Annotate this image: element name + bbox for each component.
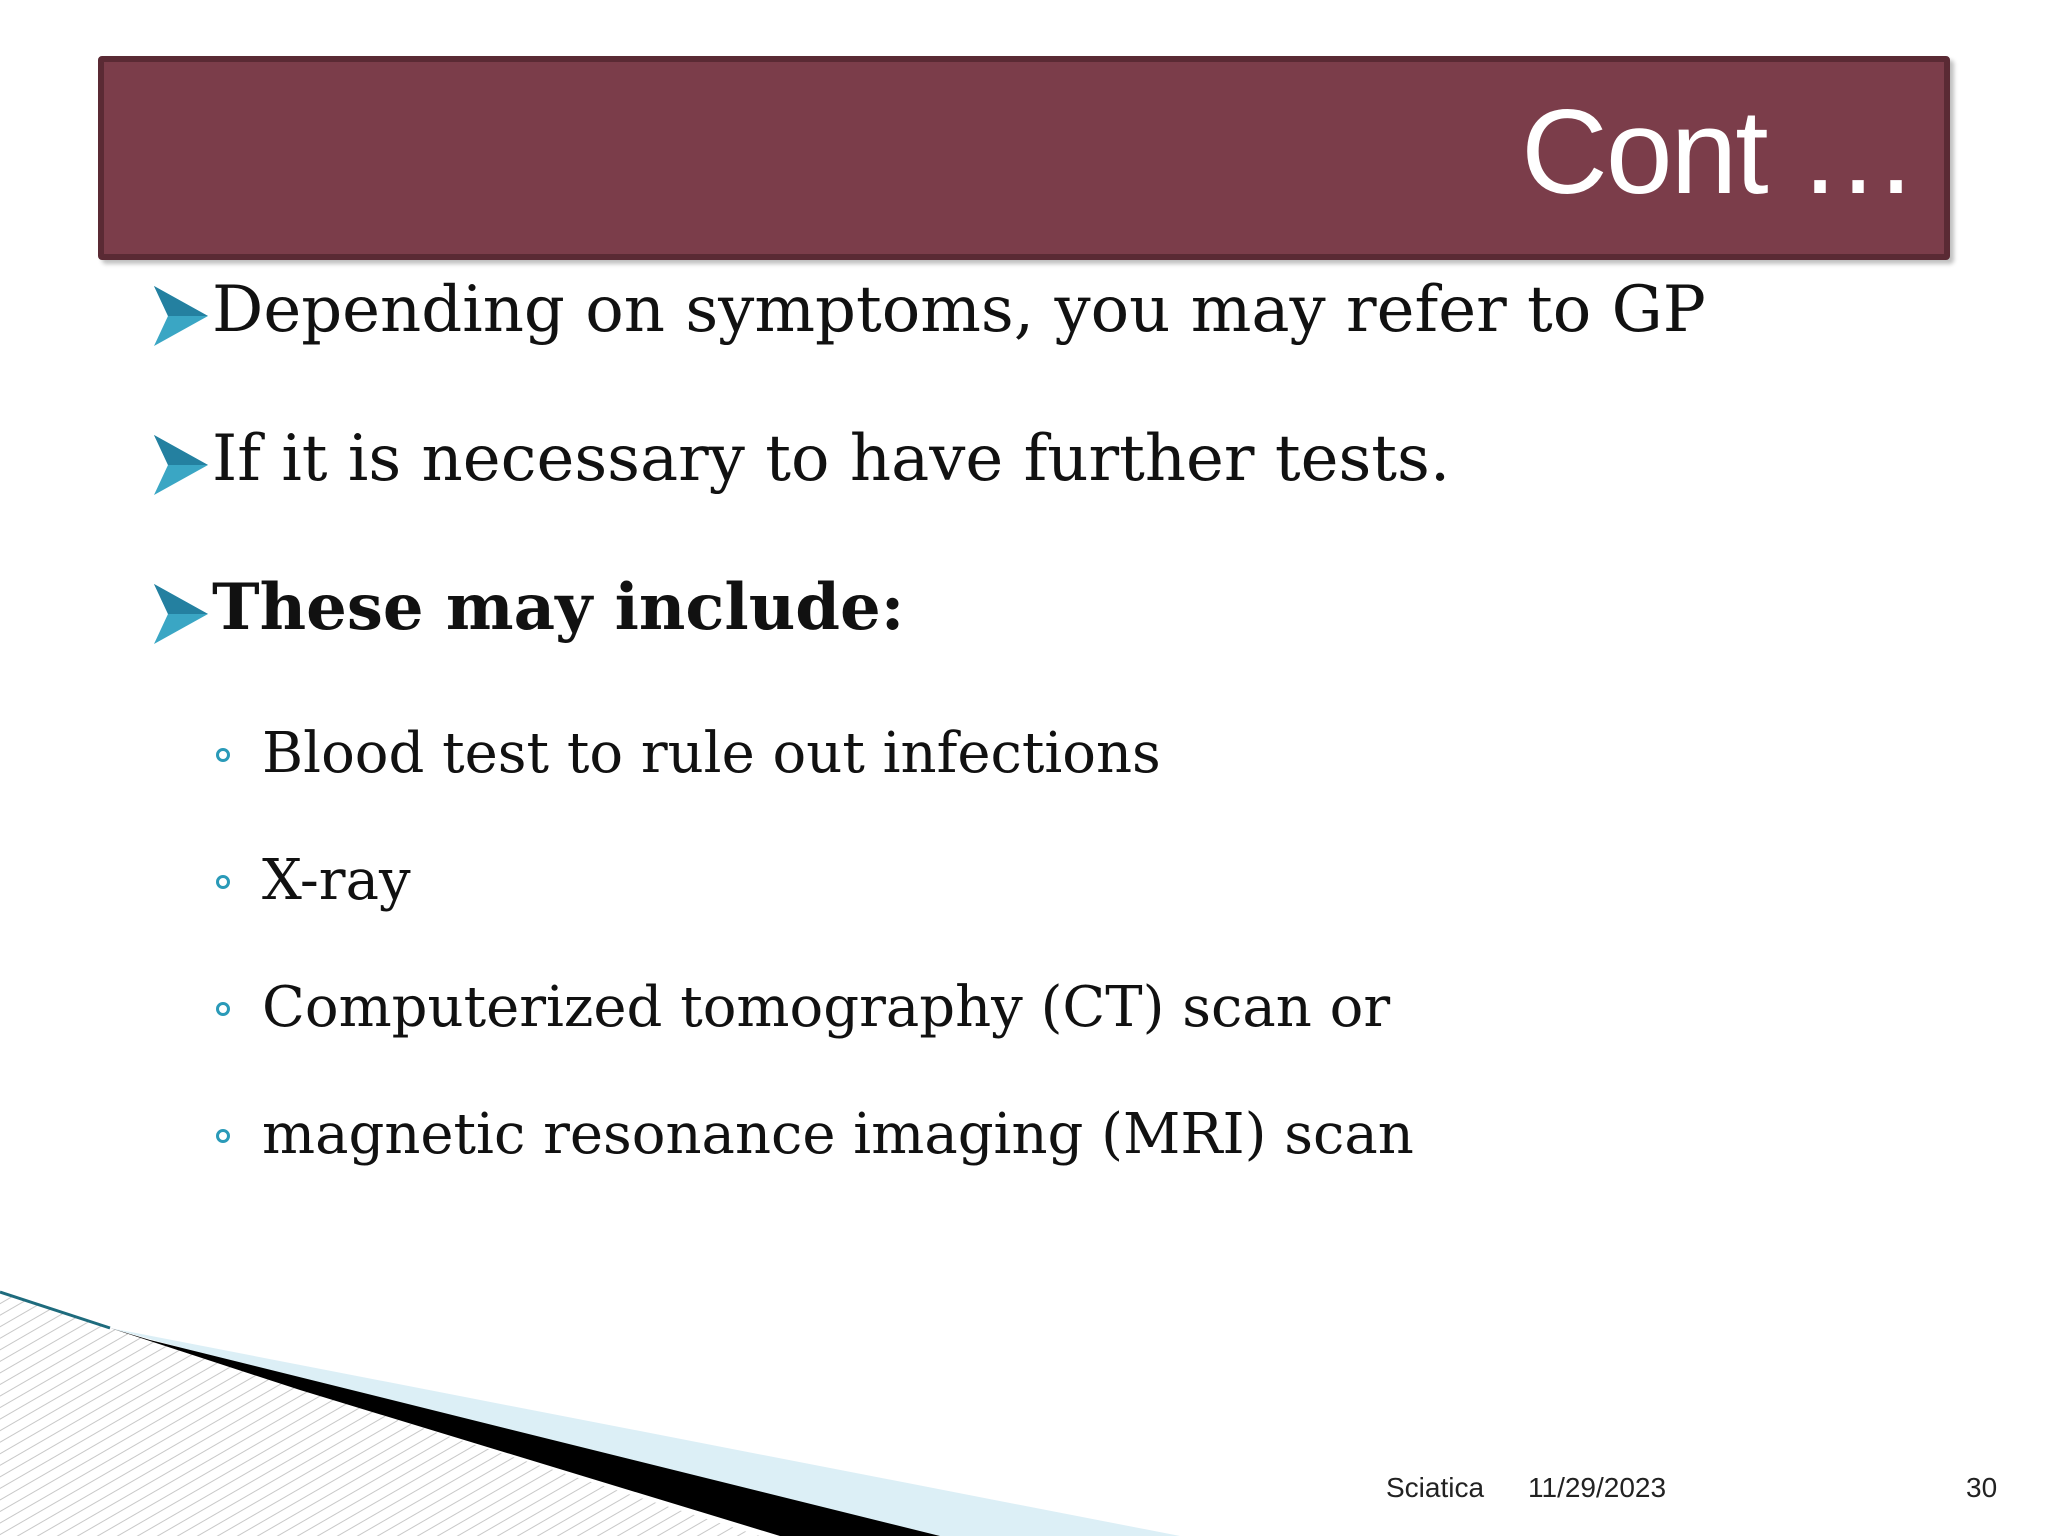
sub-bullet-text: Computerized tomography (CT) scan or	[262, 975, 1391, 1040]
arrow-bullet-icon	[154, 435, 208, 495]
circle-bullet-icon	[216, 875, 230, 889]
bullet-item	[150, 570, 1950, 647]
slide-title: Cont …	[1521, 85, 1916, 219]
title-bar	[98, 56, 1950, 260]
bullet-item	[150, 421, 1950, 498]
arrow-bullet-icon	[154, 584, 208, 644]
circle-bullet-icon	[216, 1002, 230, 1016]
sub-bullet-text: X-ray	[262, 848, 411, 913]
sub-bullet-text: magnetic resonance imaging (MRI) scan	[262, 1102, 1414, 1167]
main-bullet-list	[150, 272, 1950, 718]
bullet-text: Depending on symptoms, you may refer to GP	[212, 273, 1706, 347]
arrow-bullet-icon	[154, 286, 208, 346]
decorative-swoosh	[0, 1280, 2048, 1536]
sub-bullet-list	[212, 720, 1912, 1228]
circle-bullet-icon	[216, 1129, 230, 1143]
page-number: 30	[1966, 1472, 1998, 1503]
sub-bullet-item	[212, 1101, 1912, 1228]
sub-bullet-item	[212, 974, 1912, 1101]
bullet-text: These may include:	[212, 569, 905, 645]
footer-label: Sciatica	[1386, 1472, 1485, 1503]
sub-bullet-item	[212, 720, 1912, 847]
sub-bullet-text: Blood test to rule out infections	[262, 721, 1161, 786]
footer-date: 11/29/2023	[1528, 1472, 1667, 1503]
bullet-text: If it is necessary to have further tests.	[212, 421, 1451, 496]
circle-bullet-icon	[216, 748, 230, 762]
sub-bullet-item	[212, 847, 1912, 974]
bullet-item	[150, 272, 1950, 349]
